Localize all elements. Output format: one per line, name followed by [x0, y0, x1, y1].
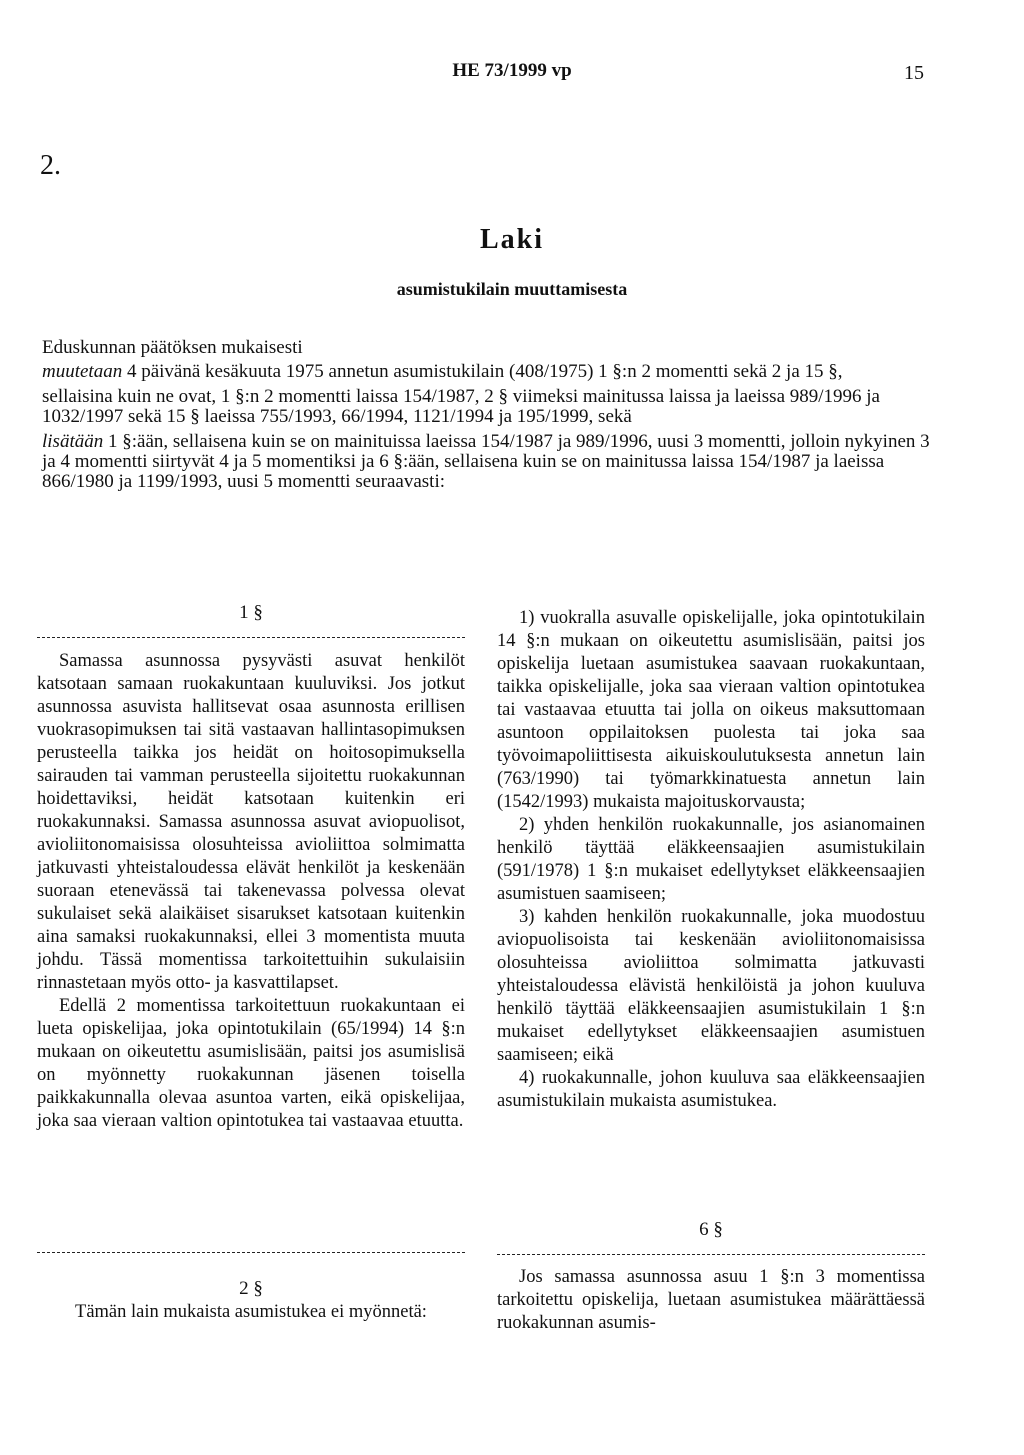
preamble-amend [42, 362, 932, 382]
preamble-as-they-are: sellaisina kuin ne ovat, 1 §:n 2 momentti laissa 154/1987, 2 § viimeksi mainitussa laissa ja laeissa 989/1996 ja 1032/1997 sekä 15 § laeissa 755/1993, 66/1994, 1121/1994 ja 195/1999, sekä [42, 385, 880, 427]
section-2-heading: 2 § [239, 1278, 263, 1299]
preamble-add [42, 432, 932, 492]
section-1-heading: 1 § [239, 602, 263, 623]
preamble-intro: Eduskunnan päätöksen mukaisesti [42, 337, 303, 358]
section-1-body [37, 650, 465, 1133]
law-subtitle: asumistukilain muuttamisesta [396, 279, 628, 299]
preamble-amend-verb: muutetaan [42, 360, 123, 382]
preamble [42, 338, 932, 497]
law-title: Laki [479, 224, 545, 255]
section-6-heading: 6 § [699, 1219, 723, 1240]
list-item: 4) ruokakunnalle, johon kuuluva saa eläkkeensaajien asumistukilain mukaista asumistukea. [497, 1068, 925, 1111]
section-6-paragraph: Jos samassa asunnossa asuu 1 §:n 3 momentissa tarkoitettu opiskelija, luetaan asumistukea määrättäessä ruokakunnan asumis- [497, 1267, 925, 1333]
list-item: 3) kahden henkilön ruokakunnalle, joka muodostuu aviopuolisoista tai keskenään avioliitonomaisissa olosuhteissa avioliittoa solmimatta jatkuvasti yhteistaloudessa elävistä henkilöistä ja johon kuuluva henkilö täyttää eläkkeensaajien asumistukilain 1 §:n mukaiset edellytykset eläkkeensaajien asumistuen saamiseen; eikä [497, 907, 925, 1065]
section-2-text: Tämän lain mukaista asumistukea ei myönnetä: [75, 1302, 427, 1322]
section-1-paragraph: Samassa asunnossa pysyvästi asuvat henkilöt katsotaan samaan ruokakuntaan kuuluviksi. Jos jotkut asunnossa asuvista hallitsevat osaa asunnosta erillisen vuokrasopimuksen tai sitä vastaavan hallintasopimuksen perusteella taikka jos heidät on hoitosopimuksella sairauden tai vamman perusteella sijoitettu ruokakunnan hoidettaviksi, heidät katsotaan kuitenkin eri ruokakunnaksi. Samassa asunnossa asuvat aviopuolisot, avioliitonomaisissa olosuhteissa avioliittoa solmimatta jatkuvasti yhteistaloudessa elävät henkilöt ja keskenään suoraan etenevässä tai takenevassa polvessa olevat sukulaiset sekä alaikäiset sisarukset katsotaan kuitenkin aina samaksi ruokakunnaksi, ellei 3 momentista muuta johdu. Tässä momentissa tarkoitettuihin sukulaisiin rinnastetaan myös otto- ja kasvattilapset. [37, 651, 465, 993]
preamble-amend-text: 4 päivänä kesäkuuta 1975 annetun asumistukilain (408/1975) 1 §:n 2 momentti sekä 2 ja 15 §, [122, 360, 843, 382]
section-number: 2. [40, 150, 61, 181]
list-item: 2) yhden henkilön ruokakunnalle, jos asianomainen henkilö täyttää eläkkeensaajien asumistukilain (591/1978) 1 §:n mukaiset edellytykset eläkkeensaajien asumistuen saamiseen; [497, 815, 925, 904]
page-number: 15 [904, 62, 924, 84]
omission-divider [37, 637, 465, 638]
omission-divider [497, 1254, 925, 1255]
section-1-paragraph: Edellä 2 momentissa tarkoitettuun ruokakuntaan ei lueta opiskelijaa, joka opintotukilain (65/1994) 14 §:n mukaan on oikeutettu asumislisään, paitsi jos asumislisä on myönnetty ruokakunnan jäsenen toisella paikkakunnalla olevaa asuntoa varten, eikä opiskelijaa, joka saa vieraan valtion opintotukea tai vastaavaa etuutta. [37, 996, 465, 1131]
running-header: HE 73/1999 vp [452, 60, 572, 81]
section-2-list [497, 607, 925, 1113]
list-item: 1) vuokralla asuvalle opiskelijalle, joka opintotukilain 14 §:n mukaan on oikeutettu asumislisään, paitsi jos opiskelija luetaan asumistukea saavaan ruokakuntaan, taikka opiskelijalle, joka saa vieraan valtion opintotukea tai vastaavaa etuutta tai jolla on oikeus maksuttomaan asuntoon oppilaitoksen puolesta tai joka saa työvoimapoliittisesta aikuiskoulutuksesta annetun lain (763/1990) tai työmarkkinatuesta annetun lain (1542/1993) mukaista majoituskorvausta; [497, 608, 925, 812]
section-6-body [497, 1266, 925, 1335]
preamble-add-text: 1 §:ään, sellaisena kuin se on mainituissa laeissa 154/1987 ja 989/1996, uusi 3 momentti, jolloin nykyinen 3 ja 4 momentti siirtyvät 4 ja 5 momentiksi ja 6 §:ään, sellaisena kuin se on mainitussa laissa 154/1987 ja laeissa 866/1980 ja 1199/1993, uusi 5 momentti seuraavasti: [42, 430, 930, 492]
omission-divider [37, 1252, 465, 1253]
preamble-add-verb: lisätään [42, 430, 104, 452]
